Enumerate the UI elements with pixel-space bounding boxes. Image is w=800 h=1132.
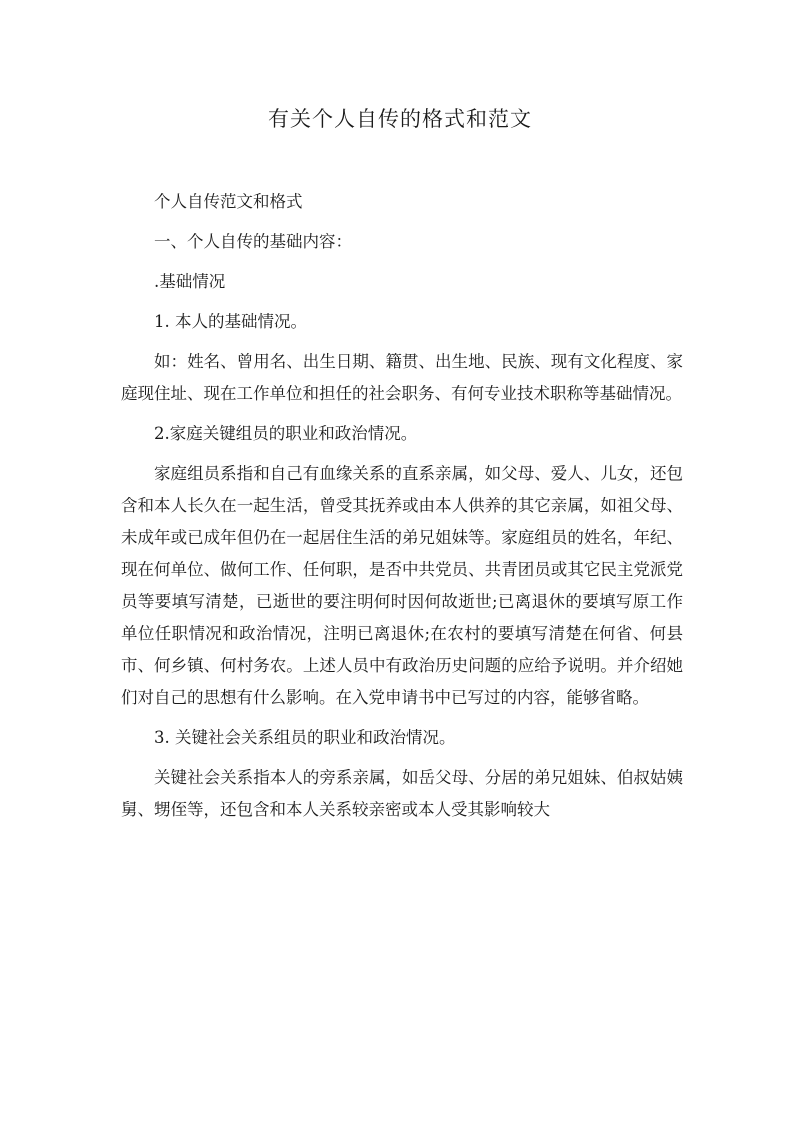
paragraph: 个人自传范文和格式 [154,192,303,211]
paragraph: 如：姓名、曾用名、出生日期、籍贯、出生地、民族、现有文化程度、家庭现住址、现在工作单位和担任的社会职务、有何专业技术职称等基础情况。 [121,352,683,403]
paragraph: 关键社会关系指本人的旁系亲属，如岳父母、分居的弟兄姐妹、伯叔姑姨舅、甥侄等，还包含和本人关系较亲密或本人受其影响较大 [121,768,683,819]
document-title: 有关个人自传的格式和范文 [268,107,532,131]
paragraph: 1. 本人的基础情况。 [154,312,307,331]
paragraph: 一、个人自传的基础内容： [154,232,352,251]
document-body [121,186,683,834]
paragraph: 3. 关键社会关系组员的职业和政治情况。 [154,728,456,747]
paragraph: .基础情况 [154,272,226,291]
paragraph: 家庭组员系指和自己有血缘关系的直系亲属，如父母、爱人、儿女，还包含和本人长久在一起生活，曾受其抚养或由本人供养的其它亲属，如祖父母、未成年或已成年但仍在一起居住生活的弟兄姐妹等。家庭组员的姓名，年纪、现在何单位、做何工作、任何职，是否中共党员、共青团员或其它民主党派党员等要填写清楚，已逝世的要注明何时因何故逝世;已离退休的要填写原工作单位任职情况和政治情况，注明已离退休;在农村的要填写清楚在何省、何县市、何乡镇、何村务农。上述人员中有政治历史问题的应给予说明。并介绍她们对自己的思想有什么影响。在入党申请书中已写过的内容，能够省略。 [121,464,683,707]
paragraph: 2.家庭关键组员的职业和政治情况。 [154,424,418,443]
